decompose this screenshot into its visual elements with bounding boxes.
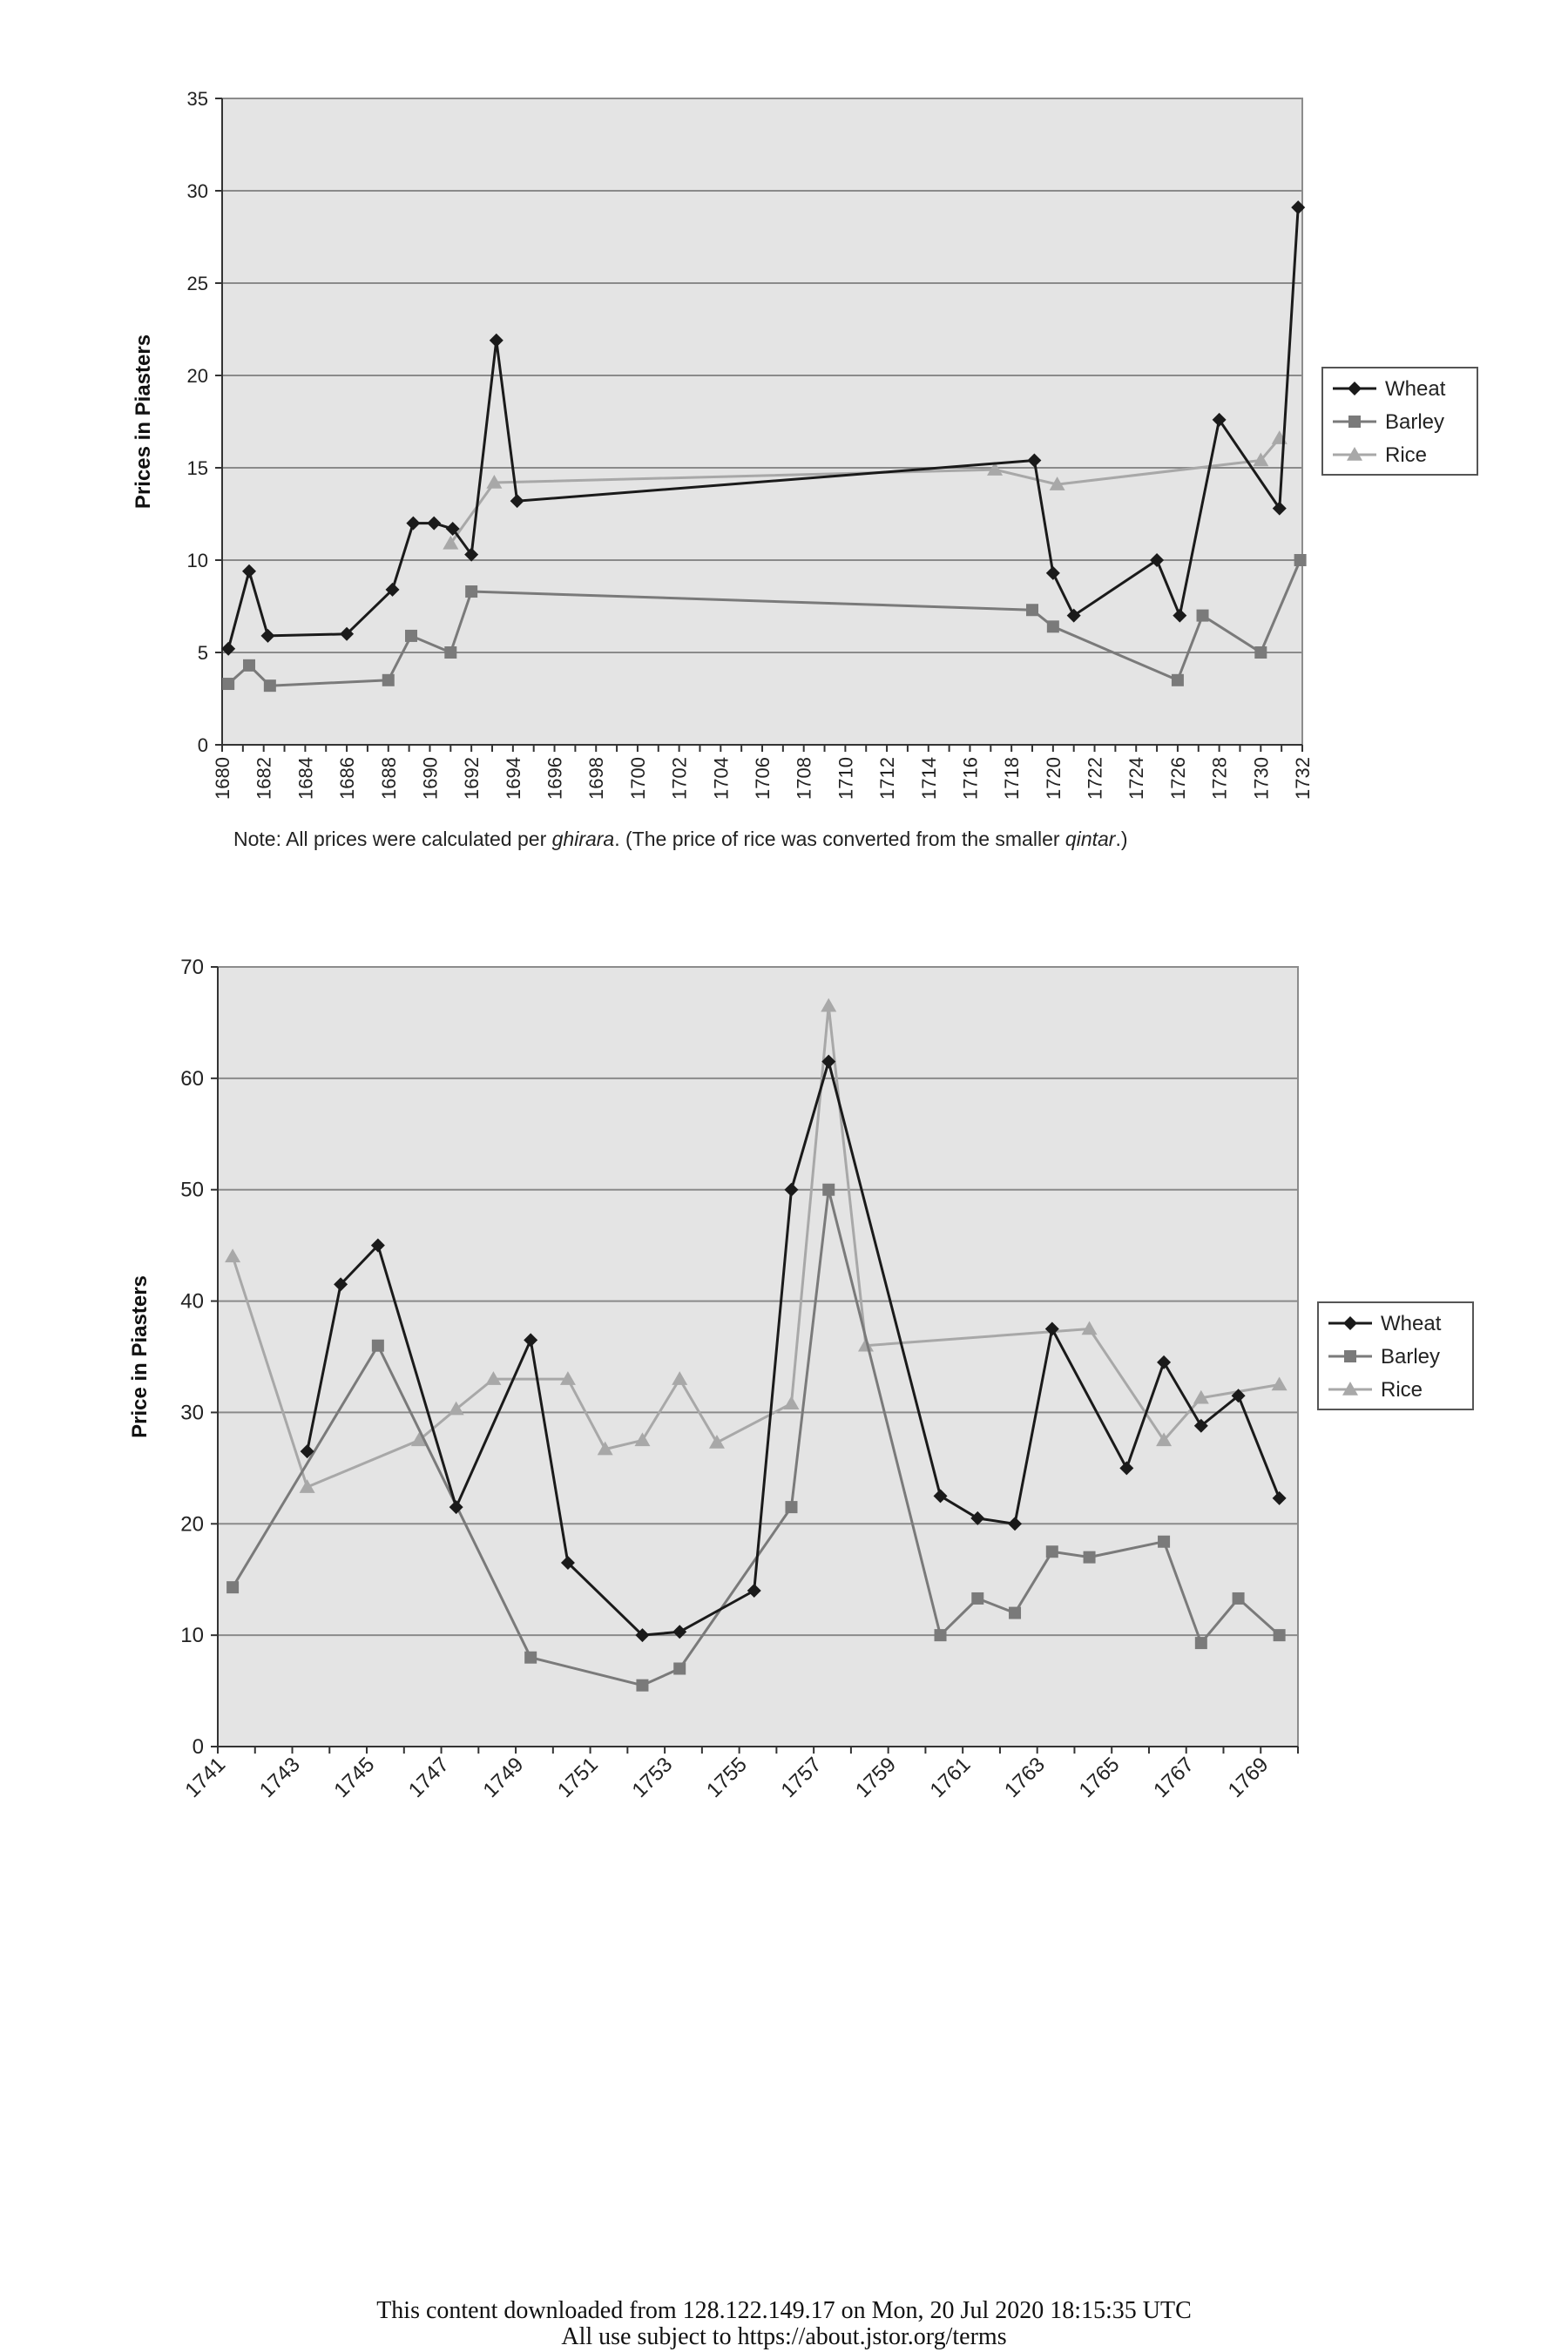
- y-axis-label: Price in Piasters: [128, 1275, 152, 1438]
- y-tick-label: 70: [180, 956, 204, 979]
- x-tick-label: 1763: [1000, 1753, 1050, 1802]
- x-tick-label: 1724: [1125, 757, 1148, 800]
- y-tick-label: 15: [186, 457, 208, 479]
- point-barley: [1046, 1545, 1058, 1558]
- footer-download-line: This content downloaded from 128.122.149.17 on Mon, 20 Jul 2020 18:15:35 UTC: [376, 2297, 1192, 2324]
- point-barley: [264, 679, 276, 692]
- x-tick-label: 1708: [793, 757, 815, 800]
- x-tick-label: 1684: [294, 757, 317, 800]
- chart-1: [132, 88, 1477, 800]
- x-tick-label: 1767: [1149, 1753, 1199, 1802]
- x-tick-label: 1741: [180, 1753, 231, 1802]
- x-tick-label: 1726: [1166, 757, 1189, 800]
- x-tick-label: 1712: [876, 757, 899, 800]
- x-tick-label: 1716: [959, 757, 982, 800]
- point-barley: [1158, 1536, 1170, 1548]
- x-tick-label: 1761: [925, 1753, 976, 1802]
- legend-label-wheat: Wheat: [1385, 377, 1446, 401]
- x-tick-label: 1747: [403, 1753, 454, 1802]
- x-tick-label: 1682: [253, 757, 275, 800]
- point-barley: [935, 1629, 947, 1641]
- point-barley: [1294, 554, 1307, 566]
- legend-label-barley: Barley: [1381, 1345, 1441, 1369]
- legend-label-barley: Barley: [1385, 410, 1445, 434]
- point-barley: [1274, 1629, 1286, 1641]
- x-tick-label: 1769: [1223, 1753, 1274, 1802]
- x-tick-label: 1745: [329, 1753, 380, 1802]
- x-tick-label: 1710: [835, 757, 857, 800]
- legend-label-wheat: Wheat: [1381, 1312, 1442, 1335]
- chart1-note: Note: All prices were calculated per ghirara. (The price of rice was converted from the smaller qintar.): [233, 828, 1128, 850]
- y-axis-label: Prices in Piasters: [132, 334, 155, 510]
- y-tick-label: 35: [186, 88, 208, 110]
- x-tick-label: 1706: [752, 757, 774, 800]
- point-barley: [372, 1340, 384, 1352]
- x-tick-label: 1759: [851, 1753, 901, 1802]
- y-tick-label: 40: [180, 1289, 204, 1314]
- y-tick-label: 10: [186, 550, 208, 571]
- point-barley: [1254, 646, 1267, 659]
- point-barley: [1172, 674, 1184, 686]
- point-barley: [382, 674, 395, 686]
- y-tick-label: 30: [186, 180, 208, 202]
- x-tick-label: 1704: [710, 757, 733, 800]
- point-barley: [524, 1652, 537, 1664]
- chart-2: [128, 956, 1473, 1802]
- legend-marker: [1344, 1350, 1356, 1362]
- y-tick-label: 60: [180, 1066, 204, 1091]
- x-tick-label: 1688: [377, 757, 400, 800]
- plot-area: [222, 98, 1302, 745]
- point-barley: [243, 659, 255, 672]
- x-tick-label: 1722: [1084, 757, 1106, 800]
- point-barley: [971, 1592, 983, 1605]
- x-tick-label: 1694: [502, 757, 524, 800]
- legend-label-rice: Rice: [1385, 443, 1428, 467]
- point-barley: [465, 585, 477, 598]
- x-tick-label: 1753: [627, 1753, 678, 1802]
- legend-marker: [1348, 416, 1361, 428]
- x-tick-label: 1692: [461, 757, 483, 800]
- x-tick-label: 1686: [336, 757, 359, 800]
- x-tick-label: 1714: [917, 757, 940, 800]
- x-tick-label: 1730: [1250, 757, 1273, 800]
- point-barley: [636, 1680, 648, 1692]
- point-barley: [405, 630, 417, 642]
- x-tick-label: 1732: [1292, 757, 1314, 800]
- x-tick-label: 1698: [585, 757, 608, 800]
- y-tick-label: 50: [180, 1178, 204, 1202]
- point-barley: [1026, 604, 1038, 616]
- point-barley: [444, 646, 456, 659]
- footer-terms-line: All use subject to https://about.jstor.org/terms: [561, 2323, 1007, 2350]
- point-barley: [1009, 1607, 1021, 1619]
- x-tick-label: 1718: [1001, 757, 1024, 800]
- y-tick-label: 0: [197, 734, 208, 756]
- point-barley: [1084, 1551, 1096, 1564]
- point-barley: [226, 1581, 239, 1593]
- point-barley: [1195, 1637, 1207, 1649]
- point-barley: [822, 1184, 835, 1196]
- x-tick-label: 1700: [626, 757, 649, 800]
- y-tick-label: 30: [180, 1401, 204, 1425]
- x-tick-label: 1765: [1074, 1753, 1125, 1802]
- x-tick-label: 1696: [544, 757, 566, 800]
- point-barley: [1197, 610, 1209, 622]
- x-tick-label: 1720: [1042, 757, 1064, 800]
- x-tick-label: 1749: [478, 1753, 529, 1802]
- y-tick-label: 10: [180, 1624, 204, 1648]
- plot-area: [218, 967, 1298, 1747]
- y-tick-label: 0: [192, 1735, 204, 1759]
- x-tick-label: 1702: [668, 757, 691, 800]
- x-tick-label: 1680: [212, 757, 233, 800]
- x-tick-label: 1757: [776, 1753, 827, 1802]
- x-tick-label: 1751: [552, 1753, 603, 1802]
- y-tick-label: 20: [186, 365, 208, 387]
- y-tick-label: 5: [197, 642, 208, 664]
- point-barley: [1047, 620, 1059, 632]
- point-barley: [673, 1663, 686, 1675]
- point-barley: [222, 678, 234, 690]
- x-tick-label: 1728: [1208, 757, 1231, 800]
- x-tick-label: 1690: [419, 757, 442, 800]
- y-tick-label: 20: [180, 1512, 204, 1537]
- x-tick-label: 1743: [254, 1753, 305, 1802]
- point-barley: [785, 1501, 797, 1513]
- point-barley: [1233, 1592, 1245, 1605]
- legend-label-rice: Rice: [1381, 1378, 1423, 1402]
- y-tick-label: 25: [186, 273, 208, 294]
- x-tick-label: 1755: [702, 1753, 752, 1802]
